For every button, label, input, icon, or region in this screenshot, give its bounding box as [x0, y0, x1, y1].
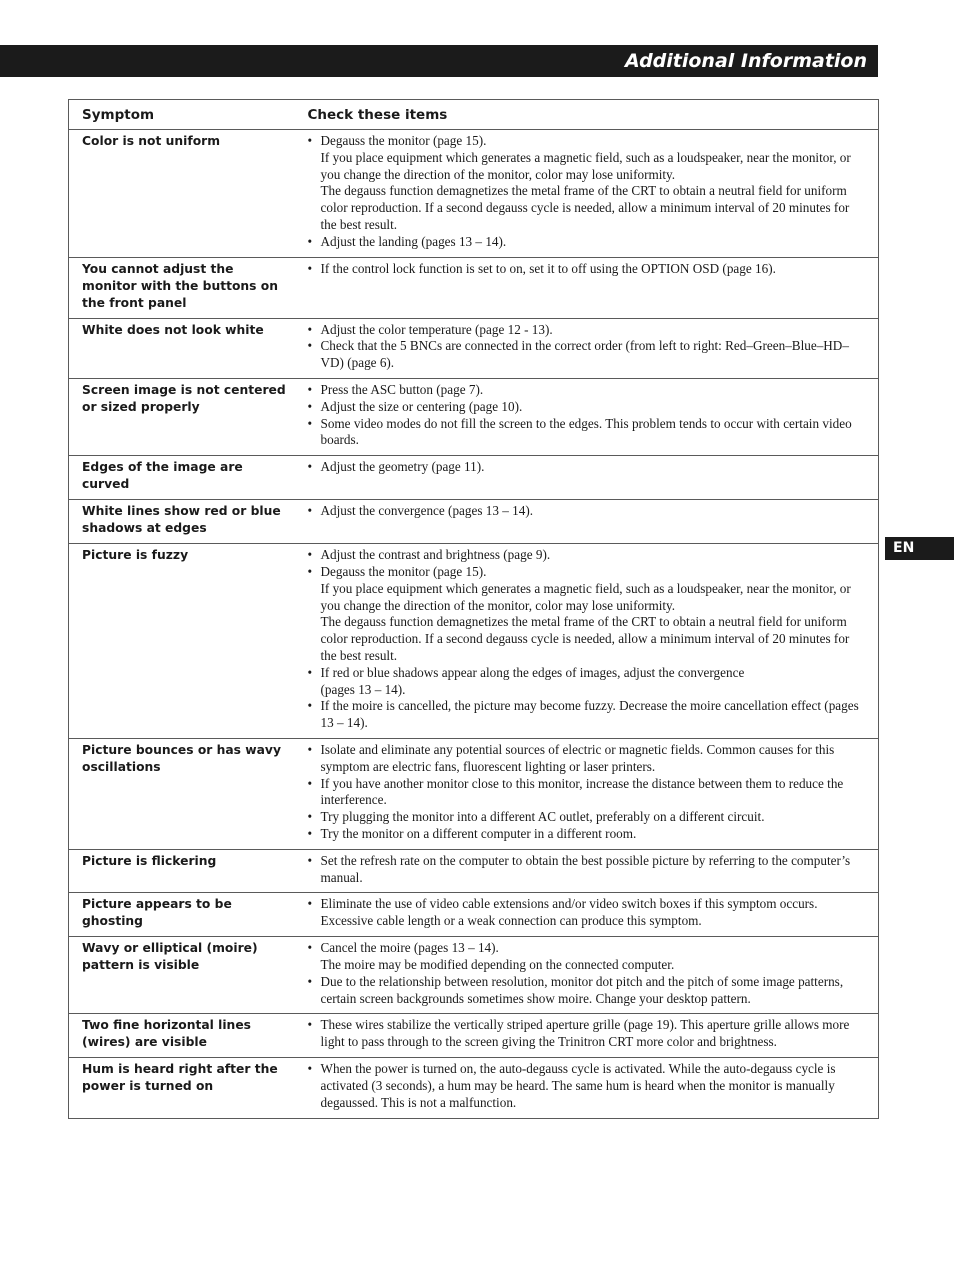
check-item	[308, 133, 861, 234]
check-item	[308, 940, 861, 974]
check-item	[308, 698, 861, 732]
table-row	[69, 378, 879, 455]
check-item-text: • If you have another monitor close to this monitor, increase the distance between them to reduce the interference.	[320, 775, 844, 808]
check-items-cell	[295, 318, 879, 378]
table-row	[69, 1058, 879, 1118]
check-items-cell	[295, 1014, 879, 1058]
check-item-text: • If the control lock function is set to on, set it to off using the OPTION OSD (page 16).	[320, 260, 776, 276]
symptom-cell: Hum is heard right after the power is turned on	[69, 1058, 295, 1118]
check-item	[308, 322, 861, 339]
check-items-cell	[295, 1058, 879, 1118]
check-item-text: • Degauss the monitor (page 15).	[320, 563, 487, 579]
check-item	[308, 776, 861, 810]
check-item-text: • Degauss the monitor (page 15).	[320, 133, 487, 148]
check-items-list	[308, 382, 861, 449]
symptom-cell: Wavy or elliptical (moire) pattern is visible	[69, 937, 295, 1014]
check-item-note: The degauss function demagnetizes the metal frame of the CRT to obtain a neutral field for uniform color reproduction. If a second degauss cycle is needed, allow a minimum interval of 20 minutes for the best result.	[320, 183, 850, 232]
check-item	[308, 853, 861, 887]
table-row	[69, 893, 879, 937]
check-item-text: • Adjust the color temperature (page 12 - 13).	[320, 321, 553, 337]
section-title: Additional Information	[624, 50, 867, 72]
check-item-text: • Some video modes do not fill the screen to the edges. This problem tends to occur with certain video boards.	[320, 415, 852, 448]
check-items-list	[308, 1061, 861, 1111]
table-body	[69, 130, 879, 1119]
check-items-list	[308, 547, 861, 732]
check-item-note: If you place equipment which generates a magnetic field, such as a loudspeaker, near the monitor, or you change the direction of the monitor, color may lose uniformity.	[320, 580, 851, 613]
check-item-note: The moire may be modified depending on the connected computer.	[320, 957, 675, 973]
check-item-text: • Eliminate the use of video cable extensions and/or video switch boxes if this symptom occurs. Excessive cable length or a weak connection can produce this symptom.	[320, 896, 818, 929]
check-items-list	[308, 133, 861, 251]
check-item	[308, 382, 861, 399]
table-header-row	[69, 100, 879, 130]
check-item-text: • Adjust the landing (pages 13 – 14).	[320, 233, 507, 249]
check-item	[308, 547, 861, 564]
check-item-note: The degauss function demagnetizes the metal frame of the CRT to obtain a neutral field for uniform color reproduction. If a second degauss cycle is needed, allow a minimum interval of 20 minutes for the best result.	[320, 614, 850, 663]
column-header-check-items: Check these items	[295, 100, 879, 130]
check-item	[308, 503, 861, 520]
column-header-symptom: Symptom	[69, 100, 295, 130]
symptom-cell: White lines show red or blue shadows at edges	[69, 500, 295, 544]
symptom-cell: Picture is flickering	[69, 849, 295, 893]
check-item	[308, 742, 861, 776]
check-item	[308, 1061, 861, 1111]
check-item-note: (pages 13 – 14).	[320, 681, 406, 697]
symptom-cell: Picture appears to be ghosting	[69, 893, 295, 937]
table-row	[69, 257, 879, 318]
check-items-cell	[295, 544, 879, 739]
table-row	[69, 500, 879, 544]
check-item	[308, 261, 861, 278]
check-item-text: • Check that the 5 BNCs are connected in the correct order (from left to right: Red–Green–Blue–HD–VD) (page 6).	[320, 338, 849, 371]
symptom-cell: Picture is fuzzy	[69, 544, 295, 739]
check-item-text: • Adjust the size or centering (page 10).	[320, 398, 523, 414]
symptom-cell: Color is not uniform	[69, 130, 295, 258]
check-items-list	[308, 261, 861, 278]
table-row	[69, 937, 879, 1014]
check-item	[308, 896, 861, 930]
check-items-cell	[295, 500, 879, 544]
language-tab: EN	[885, 537, 954, 560]
check-item	[308, 416, 861, 450]
check-item-text: • If red or blue shadows appear along the edges of images, adjust the convergence	[320, 664, 745, 680]
check-item-text: • Adjust the contrast and brightness (page 9).	[320, 547, 551, 563]
check-item	[308, 564, 861, 665]
check-items-cell	[295, 937, 879, 1014]
check-items-list	[308, 459, 861, 476]
table-row	[69, 318, 879, 378]
check-item-text: • Press the ASC button (page 7).	[320, 381, 484, 397]
check-items-list	[308, 742, 861, 843]
check-items-cell	[295, 738, 879, 849]
check-item-text: • Try the monitor on a different computer in a different room.	[320, 825, 637, 841]
symptom-cell: White does not look white	[69, 318, 295, 378]
check-items-list	[308, 1017, 861, 1051]
table-row	[69, 544, 879, 739]
check-item-text: • Set the refresh rate on the computer to obtain the best possible picture by referring to the computer’s manual.	[320, 852, 851, 885]
check-items-cell	[295, 893, 879, 937]
check-items-list	[308, 940, 861, 1007]
check-items-list	[308, 503, 861, 520]
check-item	[308, 399, 861, 416]
table-row	[69, 849, 879, 893]
symptom-cell: You cannot adjust the monitor with the buttons on the front panel	[69, 257, 295, 318]
check-item	[308, 826, 861, 843]
check-item	[308, 338, 861, 372]
check-item-text: • Adjust the geometry (page 11).	[320, 459, 485, 475]
symptom-cell: Screen image is not centered or sized properly	[69, 378, 295, 455]
check-item-text: • These wires stabilize the vertically striped aperture grille (page 19). This aperture grille allows more light to pass through to the screen giving the Trinitron CRT more color and brightness.	[320, 1017, 850, 1050]
check-item-text: • If the moire is cancelled, the picture may become fuzzy. Decrease the moire cancellation effect (pages 13 – 14).	[320, 698, 859, 731]
check-items-cell	[295, 257, 879, 318]
check-item-text: • Due to the relationship between resolution, monitor dot pitch and the pitch of some image patterns, certain screen backgrounds sometimes show moire. Change your desktop pattern.	[320, 973, 844, 1006]
check-item	[308, 809, 861, 826]
check-items-cell	[295, 849, 879, 893]
check-item-text: • Cancel the moire (pages 13 – 14).	[320, 940, 499, 956]
check-item-text: • Isolate and eliminate any potential sources of electric or magnetic fields. Common causes for this symptom are electric fans, fluorescent lighting or laser printers.	[320, 741, 835, 774]
check-items-list	[308, 322, 861, 372]
table-row	[69, 1014, 879, 1058]
check-items-list	[308, 853, 861, 887]
check-items-cell	[295, 130, 879, 258]
section-header-bar	[0, 45, 878, 77]
check-item-text: • Try plugging the monitor into a different AC outlet, preferably on a different circuit.	[320, 809, 765, 825]
check-item	[308, 974, 861, 1008]
check-items-list	[308, 896, 861, 930]
table-row	[69, 130, 879, 258]
table-row	[69, 456, 879, 500]
troubleshooting-table	[68, 99, 879, 1119]
symptom-cell: Edges of the image are curved	[69, 456, 295, 500]
check-item	[308, 1017, 861, 1051]
check-item-text: • When the power is turned on, the auto-degauss cycle is activated. While the auto-degauss cycle is activated (3 seconds), a hum may be heard. The same hum is heard when the monitor is manually degaussed. This is not a malfunction.	[320, 1061, 836, 1111]
check-items-cell	[295, 456, 879, 500]
table-row	[69, 738, 879, 849]
check-item-note: If you place equipment which generates a magnetic field, such as a loudspeaker, near the monitor, or you change the direction of the monitor, color may lose uniformity.	[320, 149, 851, 182]
symptom-cell: Two fine horizontal lines (wires) are visible	[69, 1014, 295, 1058]
check-item	[308, 234, 861, 251]
check-item	[308, 665, 861, 699]
symptom-cell: Picture bounces or has wavy oscillations	[69, 738, 295, 849]
check-items-cell	[295, 378, 879, 455]
check-item-text: • Adjust the convergence (pages 13 – 14).	[320, 503, 534, 519]
check-item	[308, 459, 861, 476]
